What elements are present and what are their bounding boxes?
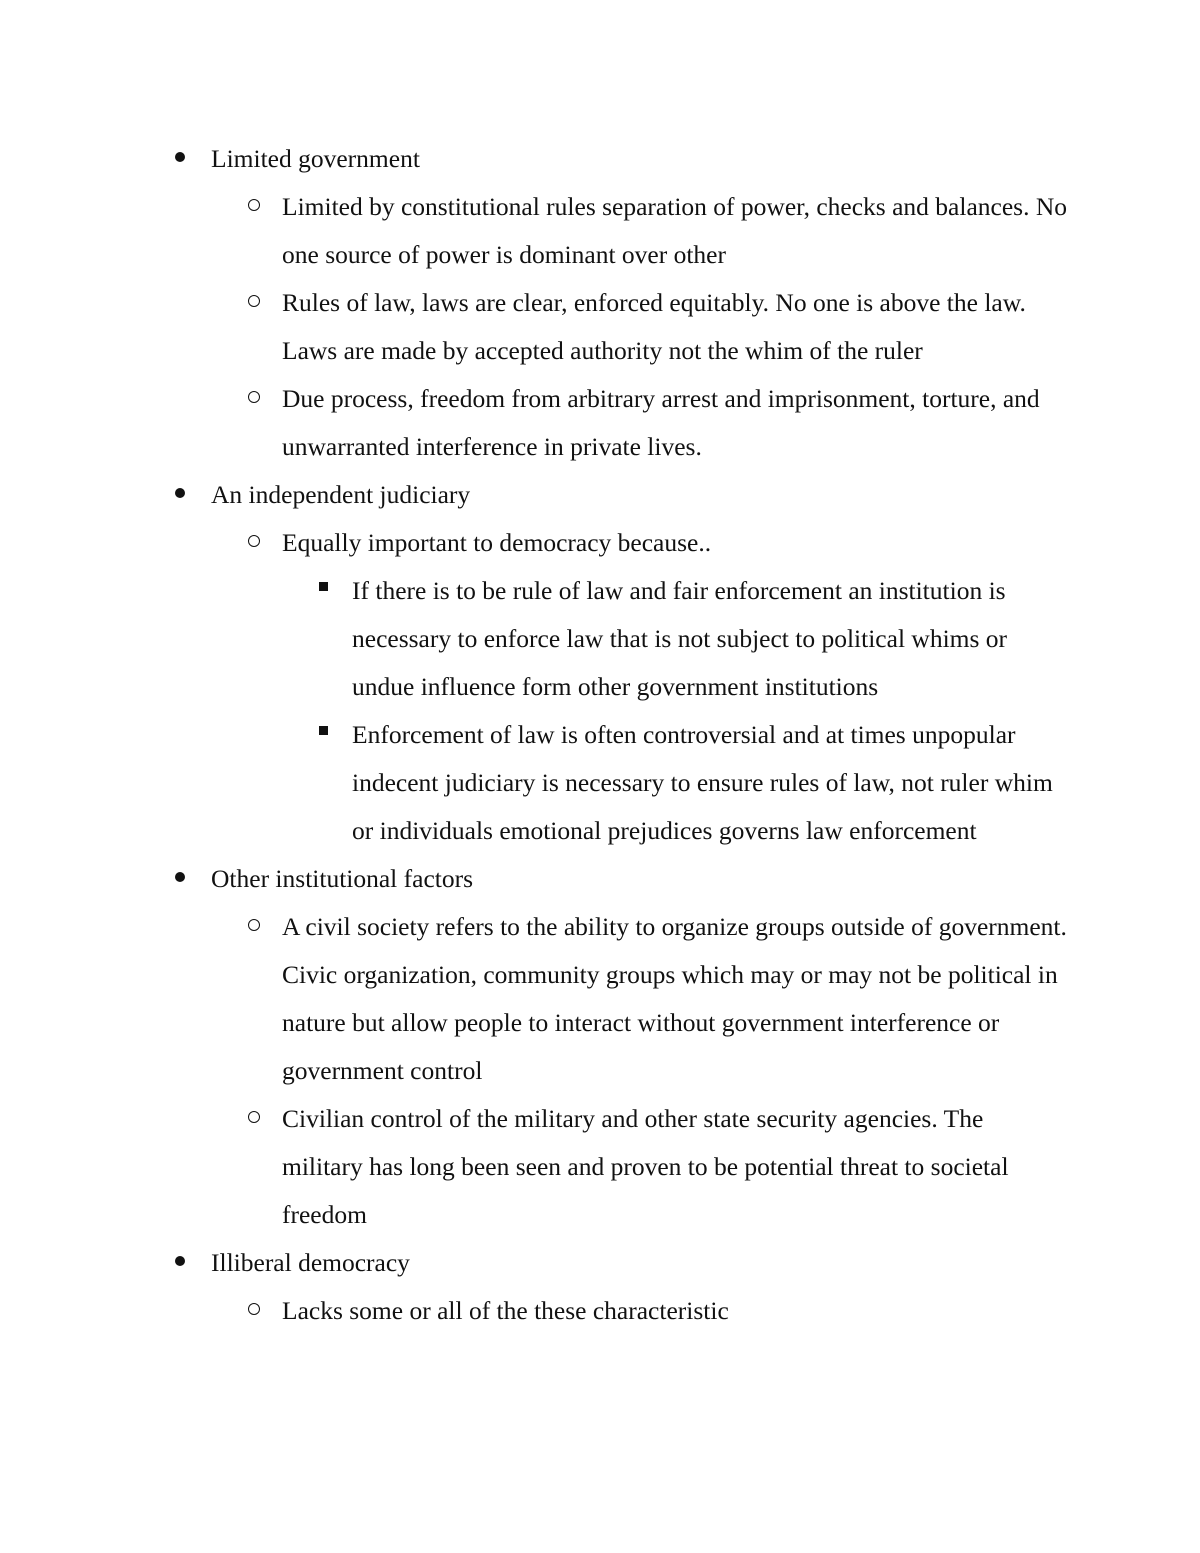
list-item — [211, 279, 1070, 375]
list-item-text: Limited by constitutional rules separation of power, checks and balances. No one source of power is dominant over other — [282, 192, 1067, 269]
bullet-disc-icon — [175, 152, 185, 162]
list-item — [211, 1095, 1070, 1239]
bullet-disc-icon — [175, 1256, 185, 1266]
list-item-text: Civilian control of the military and other state security agencies. The military has long been seen and proven to be potential threat to societal freedom — [282, 1104, 1009, 1229]
list-item — [211, 519, 1070, 855]
bullet-square-icon — [319, 582, 328, 591]
sub-list — [211, 519, 1070, 855]
list-item — [211, 183, 1070, 279]
bullet-circle-icon — [248, 389, 262, 403]
bullet-disc-icon — [175, 872, 185, 882]
bullet-circle-icon — [248, 917, 262, 931]
list-item — [0, 1239, 1200, 1335]
sub-sub-list — [282, 567, 1070, 855]
bullet-circle-icon — [248, 197, 262, 211]
list-item-text: An independent judiciary — [211, 480, 471, 509]
list-item — [282, 567, 1070, 711]
list-item — [0, 135, 1200, 471]
sub-list — [211, 183, 1070, 471]
outline-list — [0, 135, 1200, 1335]
bullet-circle-icon — [248, 533, 262, 547]
list-item-text: A civil society refers to the ability to organize groups outside of government. Civic organization, community groups which may or may not be political in nature but allow people to interact without government interference or government control — [282, 912, 1067, 1085]
list-item-text: If there is to be rule of law and fair enforcement an institution is necessary to enforce law that is not subject to political whims or undue influence form other government institutions — [352, 576, 1008, 701]
sub-list — [211, 903, 1070, 1239]
list-item-text: Enforcement of law is often controversial and at times unpopular indecent judiciary is necessary to ensure rules of law, not ruler whim or individuals emotional prejudices governs law enforcement — [352, 720, 1053, 845]
list-item — [211, 903, 1070, 1095]
list-item-text: Lacks some or all of the these characteristic — [282, 1296, 729, 1325]
list-item — [0, 855, 1200, 1239]
bullet-disc-icon — [175, 488, 185, 498]
list-item — [0, 471, 1200, 855]
list-item-text: Rules of law, laws are clear, enforced equitably. No one is above the law. Laws are made by accepted authority not the whim of the ruler — [282, 288, 1026, 365]
bullet-circle-icon — [248, 293, 262, 307]
list-item — [211, 1287, 1070, 1335]
list-item-text: Other institutional factors — [211, 864, 474, 893]
list-item-text: Due process, freedom from arbitrary arrest and imprisonment, torture, and unwarranted interference in private lives. — [282, 384, 1040, 461]
list-item-text: Limited government — [211, 144, 420, 173]
sub-list — [211, 1287, 1070, 1335]
bullet-circle-icon — [248, 1301, 262, 1315]
list-item-text: Equally important to democracy because.. — [282, 528, 712, 557]
bullet-square-icon — [319, 726, 328, 735]
list-item — [211, 375, 1070, 471]
list-item-text: Illiberal democracy — [211, 1248, 410, 1277]
bullet-circle-icon — [248, 1109, 262, 1123]
list-item — [282, 711, 1070, 855]
